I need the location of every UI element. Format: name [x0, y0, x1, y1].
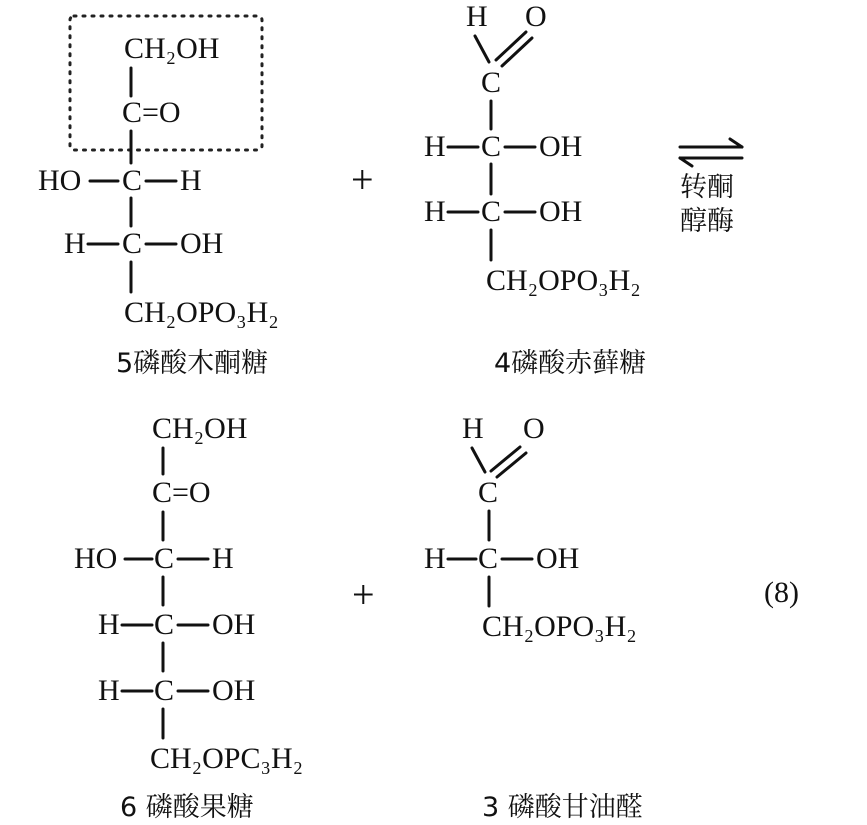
fructose-h4: H	[98, 608, 120, 641]
bond	[475, 36, 489, 62]
fructose-c5: C	[154, 674, 175, 707]
fructose-c3: C	[154, 542, 175, 575]
erythrose-h: H	[466, 0, 488, 33]
erythrose-name: 4磷酸赤藓糖	[494, 348, 647, 379]
xylulose-ch2opo3h2: CH₂OPO₃H₂	[124, 296, 279, 329]
erythrose-c3: C	[481, 195, 502, 228]
xylulose-h2: H	[64, 227, 86, 260]
xylulose-name: 5磷酸木酮糖	[116, 348, 269, 379]
xylulose-c4: C	[122, 227, 143, 260]
erythrose-h1: H	[424, 130, 446, 163]
erythrose-o: O	[525, 0, 547, 33]
fructose-ch2oh: CH₂OH	[152, 412, 248, 445]
xylulose-5-phosphate-structure	[38, 16, 279, 379]
glyceraldehyde-ch2opo3h2: CH₂OPO₃H₂	[482, 610, 637, 643]
fructose-name: 6 磷酸果糖	[120, 792, 254, 823]
erythrose-h2: H	[424, 195, 446, 228]
equation-number: (8)	[764, 576, 799, 609]
fructose-oh5: OH	[212, 674, 256, 707]
enzyme-name-line2: 醇酶	[680, 206, 734, 237]
xylulose-h: H	[180, 164, 202, 197]
glyceraldehyde-c2: C	[478, 542, 499, 575]
xylulose-c3: C	[122, 164, 143, 197]
erythrose-c2: C	[481, 130, 502, 163]
enzyme-name-line1: 转酮	[680, 172, 734, 203]
plus-sign-bottom: +	[352, 572, 375, 617]
glyceraldehyde-o: O	[523, 412, 545, 445]
fructose-h5: H	[98, 674, 120, 707]
equilibrium-arrow	[680, 139, 742, 166]
xylulose-oh: OH	[180, 227, 224, 260]
glyceraldehyde-3-phosphate-structure	[424, 412, 643, 823]
fructose-c4: C	[154, 608, 175, 641]
glyceraldehyde-oh: OH	[536, 542, 580, 575]
glyceraldehyde-c1: C	[478, 476, 499, 509]
erythrose-oh2: OH	[539, 195, 583, 228]
erythrose-oh1: OH	[539, 130, 583, 163]
erythrose-ch2opo3h2: CH₂OPO₃H₂	[486, 264, 641, 297]
fructose-h: H	[212, 542, 234, 575]
bond	[472, 448, 485, 472]
fructose-ho: HO	[74, 542, 118, 575]
xylulose-ho: HO	[38, 164, 82, 197]
fructose-oh4: OH	[212, 608, 256, 641]
erythrose-4-phosphate-structure	[424, 0, 646, 379]
glyceraldehyde-h2: H	[424, 542, 446, 575]
bond	[497, 453, 526, 477]
fructose-ch2opo3h2: CH₂OPC₃H₂	[150, 742, 304, 775]
plus-sign-top: +	[351, 157, 374, 202]
fructose-carbonyl: C=O	[152, 476, 211, 509]
glyceraldehyde-h: H	[462, 412, 484, 445]
glyceraldehyde-name: 3 磷酸甘油醛	[482, 792, 643, 823]
xylulose-carbonyl: C=O	[122, 96, 181, 129]
fructose-6-phosphate-structure	[74, 412, 303, 823]
bond	[491, 447, 520, 471]
xylulose-ch2oh: CH₂OH	[124, 32, 220, 65]
erythrose-c1: C	[481, 66, 502, 99]
